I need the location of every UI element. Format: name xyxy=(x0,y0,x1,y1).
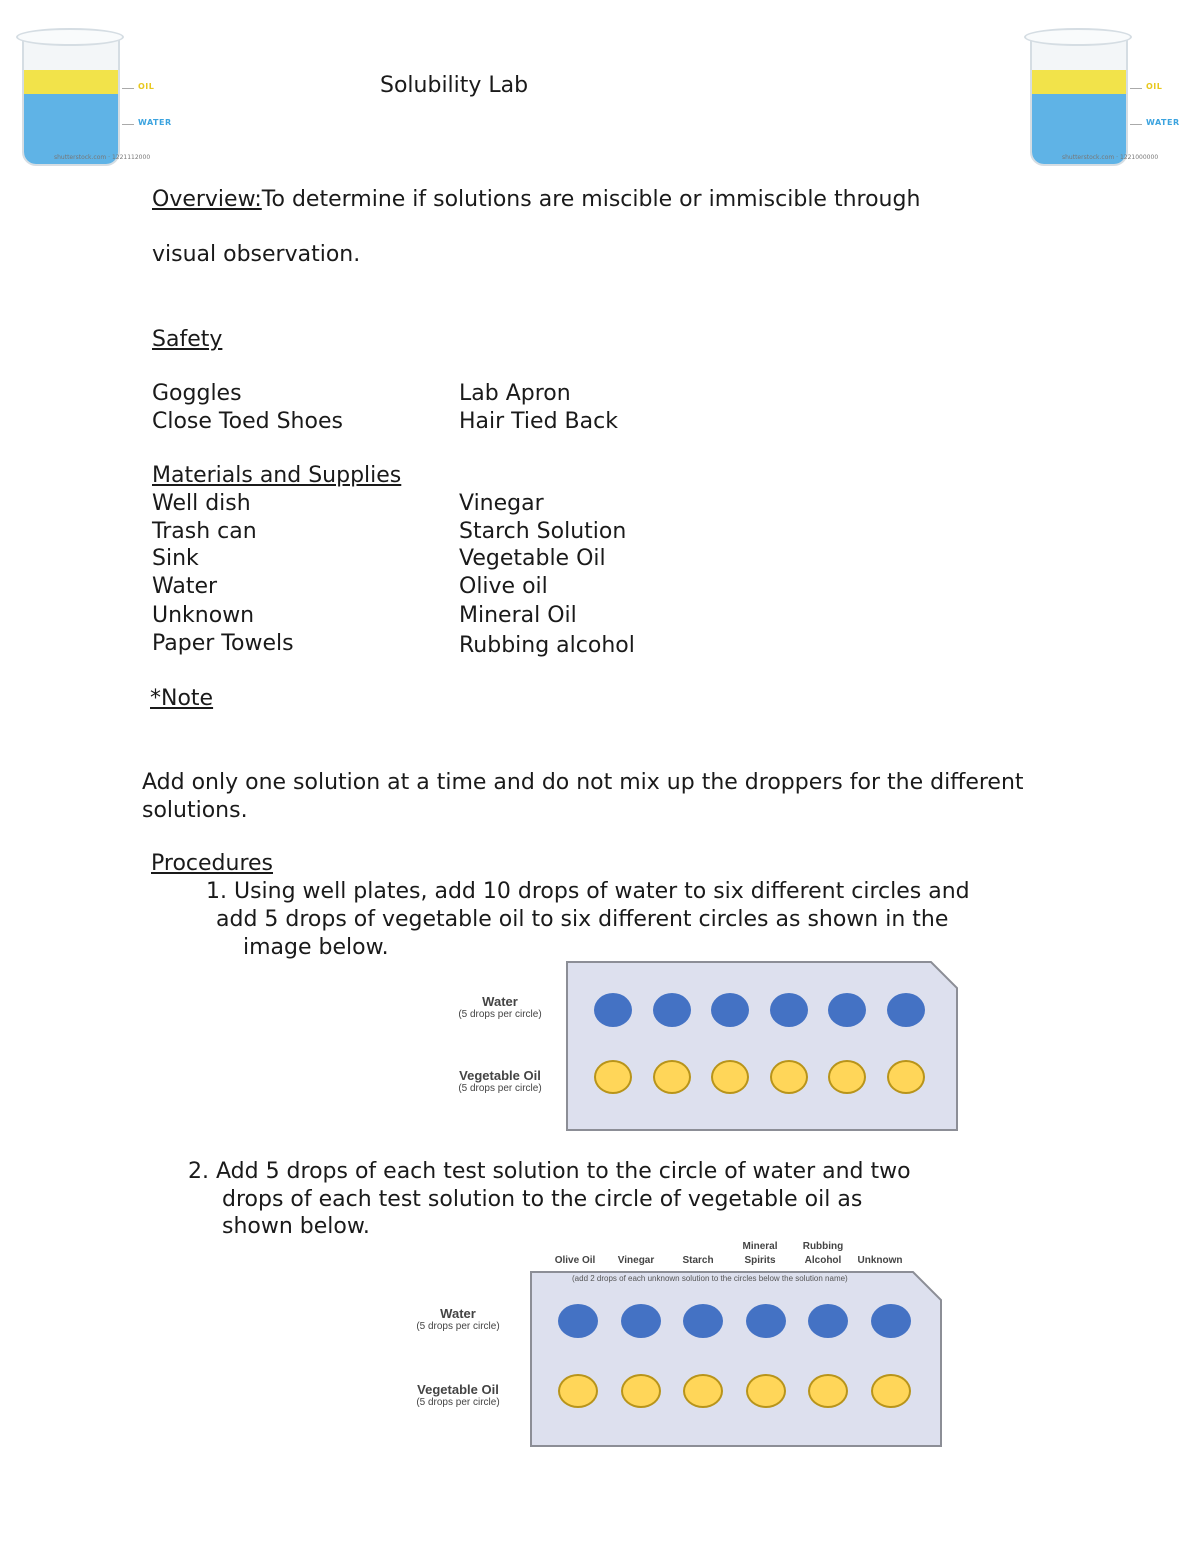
water-well xyxy=(871,1304,911,1338)
safety-item: Lab Apron xyxy=(459,381,571,406)
water-well xyxy=(558,1304,598,1338)
material-item: Olive oil xyxy=(459,574,548,599)
material-item: Sink xyxy=(152,546,199,571)
safety-item: Hair Tied Back xyxy=(459,409,618,434)
material-item: Mineral Oil xyxy=(459,603,577,628)
note-line-2: solutions. xyxy=(142,798,248,823)
oil-well xyxy=(594,1060,632,1094)
water-well xyxy=(621,1304,661,1338)
column-label: Rubbing Alcohol xyxy=(802,1241,844,1266)
oil-label: OIL xyxy=(1146,82,1163,91)
material-item: Vegetable Oil xyxy=(459,546,606,571)
note-heading: *Note xyxy=(150,686,214,711)
column-label: Starch xyxy=(682,1255,714,1266)
water-well xyxy=(683,1304,723,1338)
water-well xyxy=(887,993,925,1027)
water-well xyxy=(653,993,691,1027)
overview-heading: Overview: xyxy=(152,187,262,212)
oil-well xyxy=(808,1374,848,1408)
step-1-line-3: image below. xyxy=(243,935,389,960)
row-label-water: Water (5 drops per circle) xyxy=(416,1306,500,1332)
beaker-image-left xyxy=(14,28,174,168)
row-label-water: Water (5 drops per circle) xyxy=(458,994,542,1020)
material-item: Unknown xyxy=(152,603,255,628)
oil-well xyxy=(711,1060,749,1094)
column-label: Unknown xyxy=(857,1255,903,1266)
note-line-1: Add only one solution at a time and do not mix up the droppers for the different xyxy=(142,770,1024,795)
step-1-line-1: 1. Using well plates, add 10 drops of water to six different circles and xyxy=(206,879,970,904)
step-2-line-1: 2. Add 5 drops of each test solution to the circle of water and two xyxy=(188,1159,911,1184)
oil-well xyxy=(558,1374,598,1408)
overview-text: To determine if solutions are miscible or immiscible through xyxy=(261,187,921,212)
row-label-vegetable-oil: Vegetable Oil (5 drops per circle) xyxy=(458,1068,542,1094)
water-label: WATER xyxy=(1146,118,1180,127)
material-item: Starch Solution xyxy=(459,519,627,544)
column-label: Vinegar xyxy=(617,1255,655,1266)
water-well xyxy=(594,993,632,1027)
oil-well xyxy=(653,1060,691,1094)
beaker-image-right xyxy=(1022,28,1182,168)
water-well xyxy=(770,993,808,1027)
oil-well xyxy=(621,1374,661,1408)
page-title: Solubility Lab xyxy=(380,73,529,98)
column-label: Mineral Spirits xyxy=(742,1241,778,1266)
step-2-line-2: drops of each test solution to the circle of vegetable oil as xyxy=(222,1187,863,1212)
oil-label: OIL xyxy=(138,82,155,91)
step-1-line-2: add 5 drops of vegetable oil to six different circles as shown in the xyxy=(216,907,949,932)
procedures-heading: Procedures xyxy=(151,851,273,876)
water-well xyxy=(746,1304,786,1338)
overview-line-1 xyxy=(152,186,920,214)
material-item: Trash can xyxy=(152,519,257,544)
safety-heading: Safety xyxy=(152,327,223,352)
overview-line-2: visual observation. xyxy=(152,242,361,267)
oil-well xyxy=(746,1374,786,1408)
material-item: Paper Towels xyxy=(152,631,294,656)
water-label: WATER xyxy=(138,118,172,127)
oil-well xyxy=(871,1374,911,1408)
material-item: Well dish xyxy=(152,491,251,516)
materials-heading: Materials and Supplies xyxy=(152,463,402,488)
step-2-line-3: shown below. xyxy=(222,1214,370,1239)
plate-instruction: (add 2 drops of each unknown solution to the circles below the solution name) xyxy=(572,1274,848,1283)
safety-item: Goggles xyxy=(152,381,242,406)
image-caption: shutterstock.com · 1221112000 xyxy=(54,154,151,161)
water-well xyxy=(808,1304,848,1338)
oil-well xyxy=(683,1374,723,1408)
oil-well xyxy=(770,1060,808,1094)
material-item: Vinegar xyxy=(459,491,544,516)
material-item: Rubbing alcohol xyxy=(459,633,635,658)
oil-well xyxy=(887,1060,925,1094)
column-label: Olive Oil xyxy=(554,1255,596,1266)
water-well xyxy=(711,993,749,1027)
well-plate-1 xyxy=(565,960,959,1132)
material-item: Water xyxy=(152,574,218,599)
image-caption: shutterstock.com · 1221000000 xyxy=(1062,154,1159,161)
safety-item: Close Toed Shoes xyxy=(152,409,343,434)
well-plate-2 xyxy=(529,1270,943,1448)
row-label-vegetable-oil: Vegetable Oil (5 drops per circle) xyxy=(416,1382,500,1408)
